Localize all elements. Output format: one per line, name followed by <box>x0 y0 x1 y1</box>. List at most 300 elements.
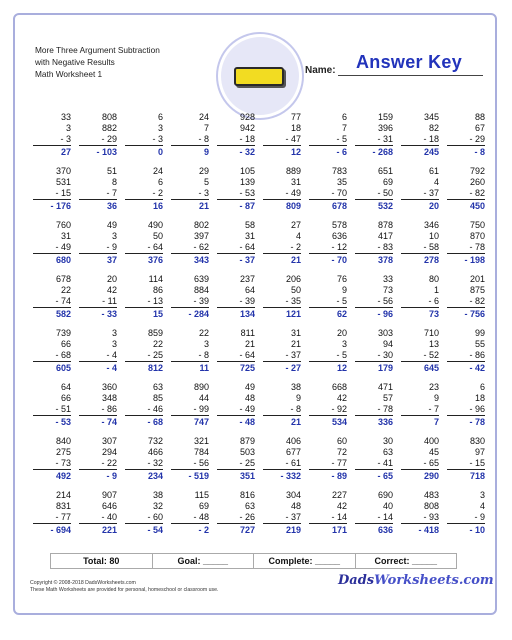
subtrahend: - 65 <box>401 458 439 470</box>
subtrahend: - 6 <box>401 296 439 308</box>
answer: 378 <box>377 255 393 265</box>
operand: 63 <box>244 501 255 511</box>
problem <box>79 436 117 482</box>
problem <box>171 166 209 212</box>
answer: - 87 <box>239 201 255 211</box>
operand: 77 <box>290 112 301 122</box>
subtrahend: - 49 <box>263 188 301 200</box>
operand: 55 <box>474 339 485 349</box>
subtrahend: - 12 <box>309 242 347 254</box>
problem <box>79 328 117 374</box>
problem <box>309 166 347 212</box>
problem <box>171 220 209 266</box>
problem <box>33 166 71 212</box>
answer: 351 <box>239 471 255 481</box>
operand: 307 <box>101 436 117 446</box>
copyright <box>30 580 218 594</box>
problem <box>217 328 255 374</box>
problem <box>263 328 301 374</box>
operand: 928 <box>239 112 255 122</box>
operand: 6 <box>341 112 347 122</box>
operand: 27 <box>290 220 301 230</box>
problem <box>401 382 439 428</box>
subtrahend: - 14 <box>309 512 347 524</box>
operand: 99 <box>474 328 485 338</box>
operand: 275 <box>55 447 71 457</box>
operand: 30 <box>382 436 393 446</box>
subtrahend: - 15 <box>447 458 485 470</box>
answer: 21 <box>198 201 209 211</box>
operand: 321 <box>193 436 209 446</box>
answer: 16 <box>152 201 163 211</box>
operand: 890 <box>193 382 209 392</box>
answer: - 10 <box>469 525 485 535</box>
operand: 45 <box>428 447 439 457</box>
operand: 50 <box>290 285 301 295</box>
operand: 4 <box>479 501 485 511</box>
subtrahend: - 61 <box>263 458 301 470</box>
answer: - 74 <box>101 417 117 427</box>
answer: - 756 <box>464 309 485 319</box>
answer: 9 <box>203 147 209 157</box>
operand: 304 <box>285 490 301 500</box>
problem <box>125 166 163 212</box>
problem <box>355 490 393 536</box>
operand: 732 <box>147 436 163 446</box>
operand: 51 <box>106 166 117 176</box>
subtrahend: - 7 <box>79 188 117 200</box>
problem <box>355 328 393 374</box>
operand: 40 <box>382 501 393 511</box>
operand: 139 <box>239 177 255 187</box>
operand: 32 <box>152 501 163 511</box>
operand: 3 <box>111 231 117 241</box>
operand: 22 <box>198 328 209 338</box>
subtrahend: - 22 <box>79 458 117 470</box>
answer: 245 <box>423 147 439 157</box>
problem <box>309 436 347 482</box>
problem <box>401 220 439 266</box>
subtrahend: - 30 <box>355 350 393 362</box>
subtrahend: - 29 <box>447 134 485 146</box>
operand: 750 <box>469 220 485 230</box>
operand: 58 <box>244 220 255 230</box>
answer: - 70 <box>331 255 347 265</box>
operand: 830 <box>469 436 485 446</box>
brand-logo[interactable] <box>338 573 494 595</box>
subtrahend: - 86 <box>447 350 485 362</box>
operand: 739 <box>55 328 71 338</box>
subtrahend: - 2 <box>125 188 163 200</box>
answer: 727 <box>239 525 255 535</box>
operand: 3 <box>157 123 163 133</box>
subtrahend: - 82 <box>447 188 485 200</box>
operand: 808 <box>423 501 439 511</box>
complete-cell: Complete: _____ <box>254 554 356 568</box>
subtrahend: - 8 <box>171 134 209 146</box>
answer: 20 <box>428 201 439 211</box>
answer: - 32 <box>239 147 255 157</box>
answer: 343 <box>193 255 209 265</box>
operand: 907 <box>101 490 117 500</box>
answer: - 37 <box>239 255 255 265</box>
answer: 121 <box>285 309 301 319</box>
problem <box>217 166 255 212</box>
operand: 9 <box>341 285 347 295</box>
operand: 63 <box>152 382 163 392</box>
subtrahend: - 64 <box>125 242 163 254</box>
problem <box>309 490 347 536</box>
operand: 400 <box>423 436 439 446</box>
answer: - 48 <box>239 417 255 427</box>
answer: 7 <box>433 417 439 427</box>
answer: - 27 <box>285 363 301 373</box>
answer: 27 <box>60 147 71 157</box>
copyright-line: These Math Worksheets are provided for personal, homeschool or classroom use. <box>30 587 219 593</box>
problem <box>79 382 117 428</box>
operand: 808 <box>101 112 117 122</box>
brand-first: Dads <box>338 573 375 588</box>
answer: 15 <box>152 309 163 319</box>
operand: 61 <box>428 166 439 176</box>
answer: 12 <box>290 147 301 157</box>
answer: 234 <box>147 471 163 481</box>
worksheet-title <box>35 44 160 80</box>
operand: 9 <box>433 393 439 403</box>
operand: 64 <box>244 285 255 295</box>
problem <box>447 382 485 428</box>
subtrahend: - 52 <box>401 350 439 362</box>
subtrahend: - 37 <box>263 350 301 362</box>
problem <box>33 382 71 428</box>
problem <box>355 166 393 212</box>
operand: 60 <box>336 436 347 446</box>
answer: 812 <box>147 363 163 373</box>
subtrahend: - 29 <box>79 134 117 146</box>
operand: 690 <box>377 490 393 500</box>
problem <box>33 328 71 374</box>
answer: 290 <box>423 471 439 481</box>
problem <box>309 274 347 320</box>
operand: 792 <box>469 166 485 176</box>
operand: 875 <box>469 285 485 295</box>
operand: 396 <box>377 123 393 133</box>
operand: 483 <box>423 490 439 500</box>
operand: 31 <box>290 328 301 338</box>
problem <box>217 382 255 428</box>
problem-row <box>33 436 485 496</box>
subtrahend: - 39 <box>217 296 255 308</box>
operand: 4 <box>433 177 439 187</box>
subtrahend: - 73 <box>33 458 71 470</box>
operand: 710 <box>423 328 439 338</box>
answer: 179 <box>377 363 393 373</box>
problem <box>79 166 117 212</box>
answer: 645 <box>423 363 439 373</box>
answer: 532 <box>377 201 393 211</box>
title-line: with Negative Results <box>35 57 115 67</box>
operand: 3 <box>111 339 117 349</box>
operand: 44 <box>198 393 209 403</box>
operand: 879 <box>239 436 255 446</box>
operand: 50 <box>152 231 163 241</box>
answer: - 42 <box>469 363 485 373</box>
subtrahend: - 41 <box>355 458 393 470</box>
title-line: Math Worksheet 1 <box>35 69 103 79</box>
subtrahend: - 99 <box>171 404 209 416</box>
problem <box>33 274 71 320</box>
answer: 171 <box>331 525 347 535</box>
operand: 10 <box>428 231 439 241</box>
operand: 82 <box>428 123 439 133</box>
answer: 11 <box>199 363 209 373</box>
operand: 677 <box>285 447 301 457</box>
subtrahend: - 5 <box>309 134 347 146</box>
operand: 889 <box>285 166 301 176</box>
answer: 678 <box>331 201 347 211</box>
operand: 760 <box>55 220 71 230</box>
problem-grid <box>33 112 485 542</box>
operand: 97 <box>474 447 485 457</box>
subtrahend: - 49 <box>217 404 255 416</box>
problem <box>125 490 163 536</box>
operand: 1 <box>433 285 439 295</box>
score-bar <box>50 553 457 569</box>
operand: 22 <box>60 285 71 295</box>
operand: 783 <box>331 166 347 176</box>
problem <box>309 112 347 158</box>
operand: 7 <box>341 123 347 133</box>
operand: 49 <box>106 220 117 230</box>
operand: 42 <box>336 393 347 403</box>
operand: 802 <box>193 220 209 230</box>
problem <box>447 274 485 320</box>
operand: 63 <box>382 447 393 457</box>
subtrahend: - 5 <box>309 350 347 362</box>
answer: - 268 <box>372 147 393 157</box>
subtrahend: - 14 <box>355 512 393 524</box>
operand: 13 <box>428 339 439 349</box>
operand: 345 <box>423 112 439 122</box>
operand: 8 <box>111 177 117 187</box>
operand: 651 <box>377 166 393 176</box>
operand: 42 <box>336 501 347 511</box>
answer: - 284 <box>188 309 209 319</box>
operand: 878 <box>377 220 393 230</box>
answer: 376 <box>147 255 163 265</box>
problem <box>447 490 485 536</box>
operand: 6 <box>157 112 163 122</box>
problem-row <box>33 490 485 550</box>
operand: 48 <box>244 393 255 403</box>
operand: 3 <box>479 490 485 500</box>
problem <box>355 220 393 266</box>
subtrahend: - 74 <box>33 296 71 308</box>
operand: 20 <box>106 274 117 284</box>
answer: - 96 <box>377 309 393 319</box>
problem <box>171 382 209 428</box>
subtrahend: - 13 <box>125 296 163 308</box>
subtrahend: - 48 <box>171 512 209 524</box>
answer: 809 <box>285 201 301 211</box>
subtrahend: - 49 <box>33 242 71 254</box>
answer: - 8 <box>474 147 485 157</box>
operand: 471 <box>377 382 393 392</box>
brand-rest: Worksheets.com <box>374 573 494 588</box>
answer: 582 <box>55 309 71 319</box>
operand: 20 <box>336 328 347 338</box>
operand: 5 <box>203 177 209 187</box>
operand: 31 <box>290 177 301 187</box>
problem <box>263 382 301 428</box>
answer: 450 <box>469 201 485 211</box>
operand: 31 <box>244 231 255 241</box>
copyright-line: Copyright © 2008-2018 DadsWorksheets.com <box>30 580 136 586</box>
problem <box>401 274 439 320</box>
operand: 33 <box>382 274 393 284</box>
subtrahend: - 93 <box>401 512 439 524</box>
operand: 24 <box>152 166 163 176</box>
subtrahend: - 92 <box>309 404 347 416</box>
subtrahend: - 78 <box>355 404 393 416</box>
correct-cell: Correct: _____ <box>374 556 438 566</box>
answer: - 2 <box>198 525 209 535</box>
problem <box>33 220 71 266</box>
problem <box>447 220 485 266</box>
operand: 38 <box>290 382 301 392</box>
operand: 784 <box>193 447 209 457</box>
problem <box>309 382 347 428</box>
problem <box>401 436 439 482</box>
operand: 678 <box>55 274 71 284</box>
operand: 816 <box>239 490 255 500</box>
answer: 219 <box>285 525 301 535</box>
answer: 134 <box>239 309 255 319</box>
answer: - 89 <box>331 471 347 481</box>
answer: 636 <box>377 525 393 535</box>
operand: 31 <box>60 231 71 241</box>
subtrahend: - 25 <box>125 350 163 362</box>
problem <box>171 490 209 536</box>
operand: 76 <box>336 274 347 284</box>
problem <box>309 220 347 266</box>
answer: - 54 <box>147 525 163 535</box>
problem <box>217 112 255 158</box>
operand: 201 <box>469 274 485 284</box>
answer: 37 <box>106 255 117 265</box>
total-cell: Total: 80 <box>51 554 153 568</box>
answer: 62 <box>336 309 347 319</box>
operand: 260 <box>469 177 485 187</box>
problem <box>401 490 439 536</box>
answer: 73 <box>428 309 439 319</box>
problem <box>217 436 255 482</box>
answer: 336 <box>377 417 393 427</box>
subtrahend: - 18 <box>217 134 255 146</box>
operand: 831 <box>55 501 71 511</box>
subtrahend: - 7 <box>401 404 439 416</box>
operand: 3 <box>203 339 209 349</box>
problem <box>79 490 117 536</box>
problem <box>447 112 485 158</box>
problem <box>401 166 439 212</box>
subtrahend: - 64 <box>217 242 255 254</box>
operand: 115 <box>194 490 209 500</box>
answer: - 78 <box>469 417 485 427</box>
answer: 12 <box>336 363 347 373</box>
logo-emblem <box>218 34 302 118</box>
problem <box>79 112 117 158</box>
answer: 278 <box>423 255 439 265</box>
operand: 35 <box>336 177 347 187</box>
operand: 38 <box>152 490 163 500</box>
operand: 870 <box>469 231 485 241</box>
operand: 42 <box>106 285 117 295</box>
answer-key-title: Answer Key <box>356 52 463 72</box>
operand: 3 <box>111 328 117 338</box>
operand: 67 <box>474 123 485 133</box>
operand: 578 <box>331 220 347 230</box>
problem <box>263 490 301 536</box>
operand: 346 <box>423 220 439 230</box>
operand: 21 <box>290 339 301 349</box>
subtrahend: - 40 <box>79 512 117 524</box>
subtrahend: - 70 <box>309 188 347 200</box>
operand: 18 <box>474 393 485 403</box>
problem <box>309 328 347 374</box>
operand: 48 <box>290 501 301 511</box>
operand: 22 <box>152 339 163 349</box>
operand: 370 <box>55 166 71 176</box>
subtrahend: - 60 <box>125 512 163 524</box>
operand: 114 <box>148 274 163 284</box>
answer: 0 <box>157 147 163 157</box>
subtrahend: - 86 <box>79 404 117 416</box>
operand: 66 <box>60 393 71 403</box>
subtrahend: - 58 <box>401 242 439 254</box>
yellow-bar-icon <box>234 67 284 86</box>
subtrahend: - 51 <box>33 404 71 416</box>
problem <box>125 382 163 428</box>
operand: 397 <box>193 231 209 241</box>
name-label: Name: <box>305 65 336 76</box>
answer: 605 <box>55 363 71 373</box>
operand: 882 <box>101 123 117 133</box>
problem <box>79 220 117 266</box>
operand: 21 <box>244 339 255 349</box>
operand: 348 <box>101 393 117 403</box>
operand: 80 <box>428 274 439 284</box>
operand: 6 <box>479 382 485 392</box>
subtrahend: - 50 <box>355 188 393 200</box>
subtrahend: - 83 <box>355 242 393 254</box>
answer: - 694 <box>50 525 71 535</box>
title-line: More Three Argument Subtraction <box>35 45 160 55</box>
subtrahend: - 77 <box>33 512 71 524</box>
problem <box>217 490 255 536</box>
subtrahend: - 35 <box>263 296 301 308</box>
answer: - 332 <box>280 471 301 481</box>
answer: 534 <box>331 417 347 427</box>
answer: - 519 <box>188 471 209 481</box>
problem <box>171 274 209 320</box>
subtrahend: - 56 <box>171 458 209 470</box>
subtrahend: - 3 <box>125 134 163 146</box>
problem <box>263 166 301 212</box>
operand: 69 <box>382 177 393 187</box>
operand: 69 <box>198 501 209 511</box>
operand: 840 <box>55 436 71 446</box>
